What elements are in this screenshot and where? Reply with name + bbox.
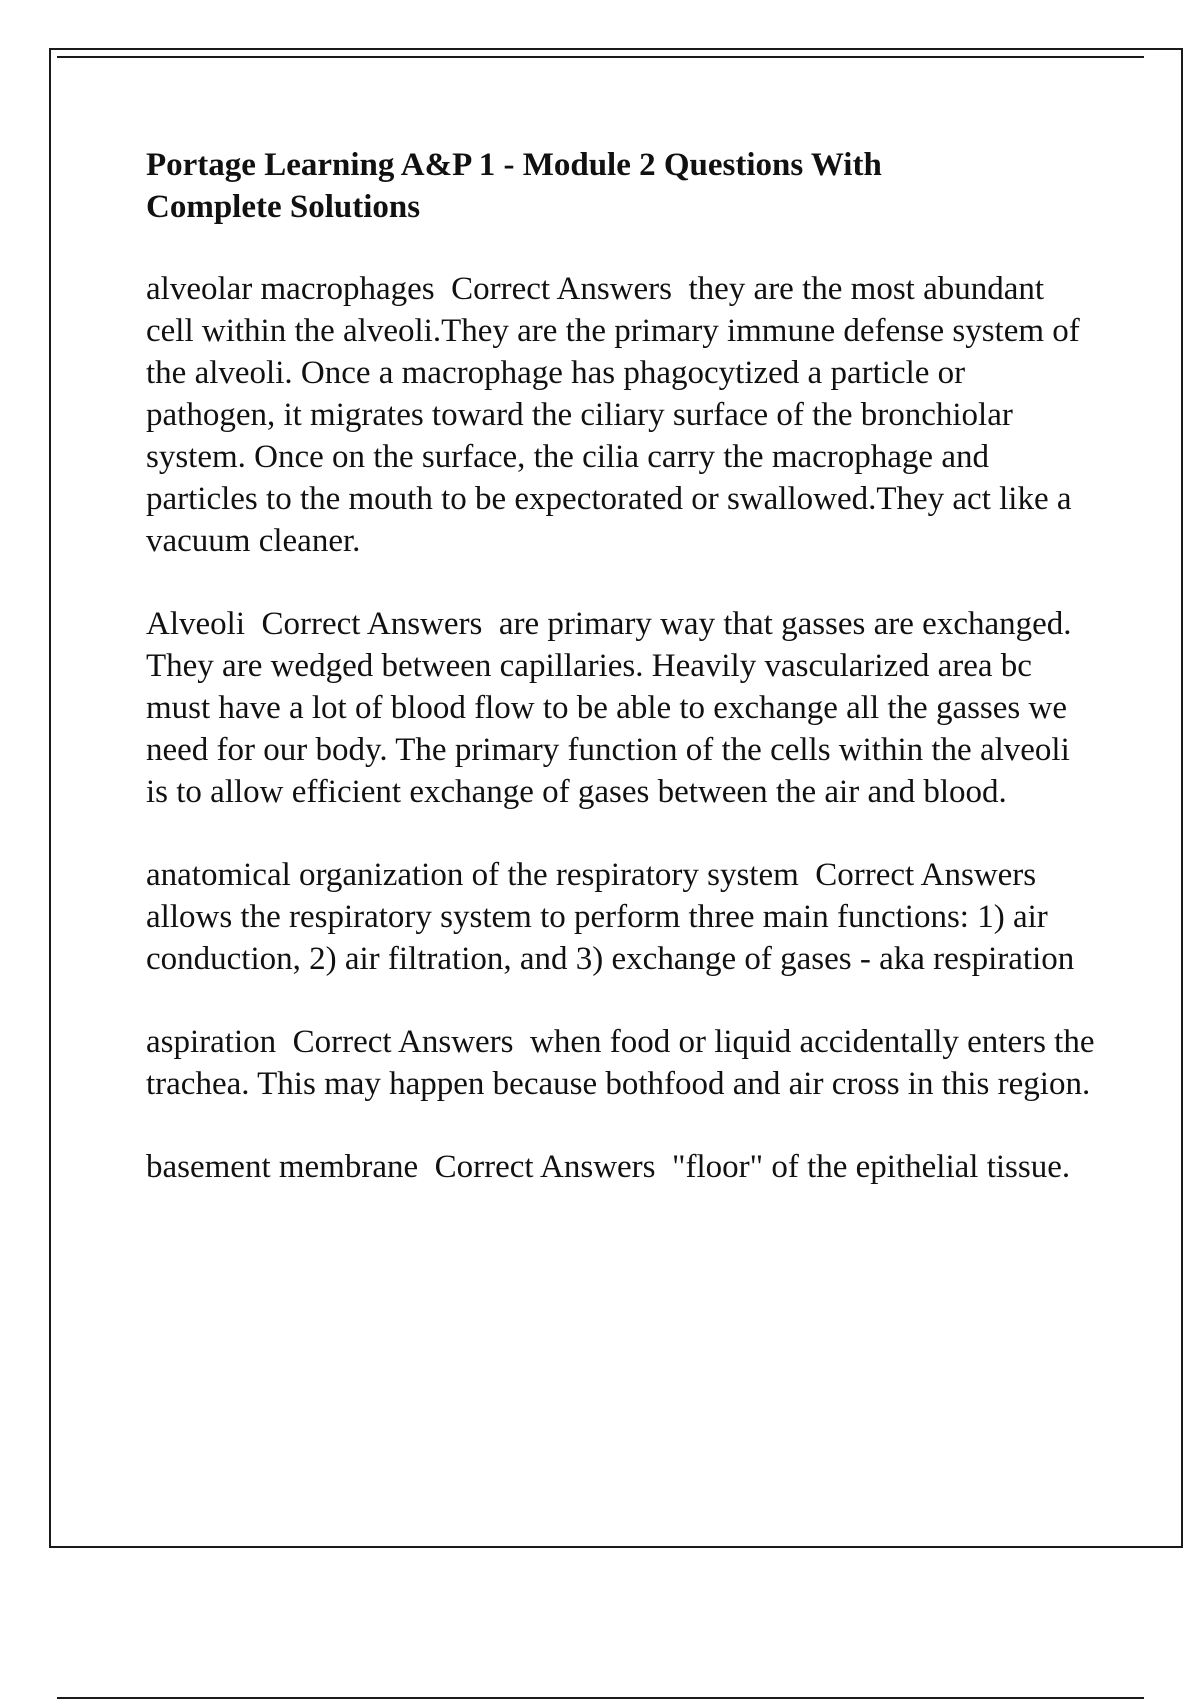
document-content bbox=[146, 144, 1103, 1229]
entry-answer: they are the most abundant cell within the alveoli.They are the primary immune defense system of the alveoli. Once a macrophage has phagocytized a particle or pathogen, it migrates toward the ciliary surface of the bronchiolar system. Once on the surface, the cilia carry the macrophage and particles to the mouth to be expectorated or swallowed.They act like a vacuum cleaner. bbox=[146, 271, 1089, 559]
entry-separator: Correct Answers bbox=[451, 271, 672, 307]
entry-answer: when food or liquid accidentally enters the trachea. This may happen because bothfood and air cross in this region. bbox=[146, 1024, 1103, 1102]
title-line-1: Portage Learning A&P 1 - Module 2 Questions With bbox=[146, 147, 882, 183]
entry-term: anatomical organization of the respiratory system bbox=[146, 857, 799, 893]
title-line-2: Complete Solutions bbox=[146, 189, 421, 225]
entry-term: aspiration bbox=[146, 1024, 277, 1060]
qa-entry bbox=[146, 854, 1096, 980]
qa-entry bbox=[146, 603, 1096, 813]
page-title bbox=[146, 144, 1096, 228]
entry-answer: are primary way that gasses are exchanged. They are wedged between capillaries. Heavily vascularized area bc must have a lot of blood flow to be able to exchange all the gasses we need for our body. The primary function of the cells within the alveoli is to allow efficient exchange of gases between the air and blood. bbox=[146, 606, 1080, 810]
entry-separator: Correct Answers bbox=[434, 1149, 656, 1185]
entry-answer: allows the respiratory system to perform three main functions: 1) air conduction, 2) air filtration, and 3) exchange of gases - aka respiration bbox=[146, 899, 1075, 977]
entry-separator: Correct Answers bbox=[292, 1024, 514, 1060]
entry-answer: "floor" of the epithelial tissue. bbox=[672, 1149, 1071, 1185]
entry-separator: Correct Answers bbox=[815, 857, 1037, 893]
qa-entry bbox=[146, 1146, 1096, 1188]
bottom-rule bbox=[57, 1697, 1144, 1699]
qa-entry bbox=[146, 1021, 1103, 1105]
entry-term: basement membrane bbox=[146, 1149, 419, 1185]
qa-entry bbox=[146, 268, 1096, 562]
entry-term: Alveoli bbox=[146, 606, 245, 642]
top-rule bbox=[57, 56, 1144, 58]
entry-term: alveolar macrophages bbox=[146, 271, 435, 307]
entry-separator: Correct Answers bbox=[261, 606, 483, 642]
